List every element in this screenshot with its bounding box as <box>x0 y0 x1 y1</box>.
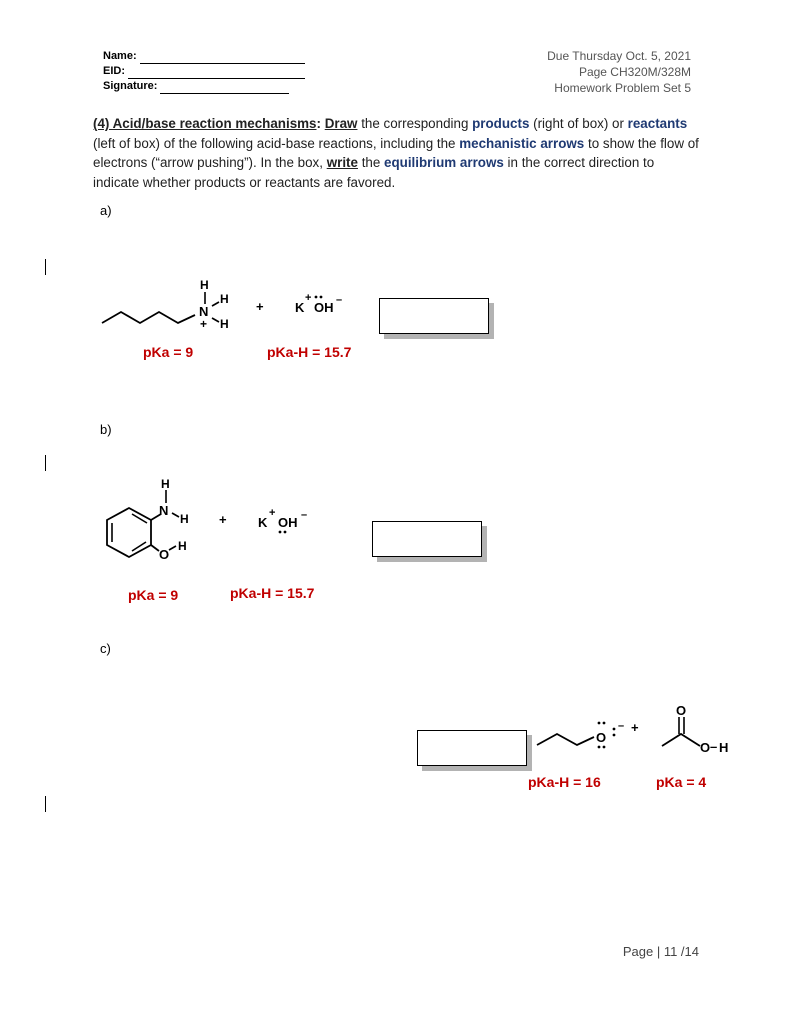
pka-label-b-right: pKa-H = 15.7 <box>230 585 315 601</box>
reaction-a-plus: + <box>256 299 264 314</box>
student-info-block <box>103 49 305 94</box>
lone-pair-dot <box>598 722 601 725</box>
acid-o-atom: O <box>700 740 711 755</box>
keyword-mechanistic-arrows: mechanistic arrows <box>459 135 585 151</box>
n-h-bond-right <box>172 513 179 517</box>
due-date: Due Thursday Oct. 5, 2021 <box>547 49 691 63</box>
name-field-line[interactable] <box>140 52 305 64</box>
name-label: Name: <box>103 50 137 62</box>
hydroxyl-o-atom: O <box>159 547 170 562</box>
reaction-b-structures <box>95 470 335 565</box>
part-a-label: a) <box>100 203 112 218</box>
amine-h-right: H <box>180 512 189 526</box>
propoxide-molecule <box>537 720 624 748</box>
text-cursor-b <box>45 455 46 471</box>
eid-row <box>103 64 305 79</box>
hydroxide-oh: OH <box>314 300 334 315</box>
alkyl-chain <box>102 312 195 323</box>
signature-row <box>103 79 305 94</box>
answer-box-c[interactable] <box>417 730 527 766</box>
lone-pair-dot <box>320 296 323 299</box>
instr-text-4: to show the flow of electrons (“arrow pushing”). In the box, <box>93 135 699 170</box>
potassium-positive-charge: + <box>305 292 312 304</box>
instructions-paragraph <box>93 114 703 192</box>
keyword-draw: Draw <box>324 116 358 131</box>
instr-text-5: the <box>357 155 385 170</box>
hydroxide-oh: OH <box>278 515 298 530</box>
lone-pair-dot <box>613 728 616 731</box>
pka-label-a-right: pKa-H = 15.7 <box>267 344 352 360</box>
text-cursor-c <box>45 796 46 812</box>
page-number: Page | 11 /14 <box>622 944 699 959</box>
lone-pair-dot <box>603 746 606 749</box>
n-h-bond-lower <box>212 318 219 322</box>
c-o-bond <box>151 545 159 551</box>
pka-label-c-right: pKa = 4 <box>656 774 707 790</box>
ammonium-positive-charge: + <box>200 317 208 331</box>
pka-label-a-left: pKa = 9 <box>143 344 194 360</box>
potassium-positive-charge: + <box>269 507 276 519</box>
reaction-a-structures <box>95 275 385 340</box>
pka-label-b-left: pKa = 9 <box>128 587 179 603</box>
pentylammonium-molecule <box>102 278 229 331</box>
lone-pair-dot <box>613 734 616 737</box>
aminophenol-molecule <box>107 477 189 562</box>
pka-label-c-left: pKa-H = 16 <box>528 774 601 790</box>
ring-double-bond <box>132 514 147 523</box>
question-title: (4) Acid/base reaction mechanisms <box>93 116 317 131</box>
answer-box-b[interactable] <box>372 521 482 557</box>
potassium-hydroxide-a <box>295 292 342 315</box>
eid-label: EID: <box>103 65 125 77</box>
signature-field-line[interactable] <box>160 82 289 94</box>
keyword-write: write <box>326 155 358 170</box>
ammonium-n-atom: N <box>199 304 209 319</box>
acid-carbon-chain <box>662 734 700 746</box>
course-page: Page CH320M/328M <box>578 65 691 79</box>
o-h-bond: – <box>710 739 718 754</box>
acid-h-atom: H <box>719 740 729 755</box>
acetic-acid-molecule <box>662 703 728 755</box>
n-h-bond-right <box>212 302 219 306</box>
reaction-c-structures <box>530 700 750 770</box>
reaction-b-plus: + <box>219 512 227 527</box>
potassium-k-atom: K <box>258 515 268 530</box>
lone-pair-dot <box>279 531 282 534</box>
problem-set-title: Homework Problem Set 5 <box>554 81 691 95</box>
eid-field-line[interactable] <box>128 67 305 79</box>
potassium-hydroxide-b <box>258 507 307 533</box>
lone-pair-dot <box>603 722 606 725</box>
hydroxide-negative-charge: – <box>336 294 343 306</box>
hydroxyl-h: H <box>178 539 187 553</box>
part-c-label: c) <box>100 641 111 656</box>
instr-text-3: (left of box) of the following acid-base reactions, including the <box>93 135 460 151</box>
carbonyl-o-atom: O <box>676 703 687 718</box>
o-h-bond <box>169 546 176 550</box>
keyword-products: products <box>472 116 530 131</box>
hydroxide-negative-charge: – <box>301 509 308 521</box>
lone-pair-dot <box>598 746 601 749</box>
lone-pair-dot <box>315 296 318 299</box>
propyl-chain <box>537 734 594 745</box>
part-b-label: b) <box>100 422 112 437</box>
amine-n-atom: N <box>159 503 169 518</box>
instr-text-6: in the correct direction to indicate whether products or reactants are favored. <box>93 155 655 190</box>
assignment-info <box>547 48 691 96</box>
signature-label: Signature: <box>103 80 158 92</box>
potassium-k-atom: K <box>295 300 305 315</box>
benzene-ring <box>107 508 151 557</box>
ammonium-h-top: H <box>200 278 209 292</box>
ammonium-h-lower: H <box>220 317 229 331</box>
keyword-equilibrium-arrows: equilibrium arrows <box>384 155 504 170</box>
answer-box-a[interactable] <box>379 298 489 334</box>
alkoxide-negative-charge: – <box>618 720 625 732</box>
instr-text-2: (right of box) or <box>529 116 628 131</box>
amine-h-top: H <box>161 477 170 491</box>
alkoxide-o-atom: O <box>596 730 607 745</box>
ammonium-h-right: H <box>220 292 229 306</box>
lone-pair-dot <box>284 531 287 534</box>
reaction-c-plus: + <box>631 720 639 735</box>
title-colon: : <box>316 116 321 131</box>
keyword-reactants: reactants <box>627 116 688 131</box>
name-row <box>103 49 305 64</box>
text-cursor-a <box>45 259 46 275</box>
instr-text-1: the corresponding <box>357 116 473 131</box>
